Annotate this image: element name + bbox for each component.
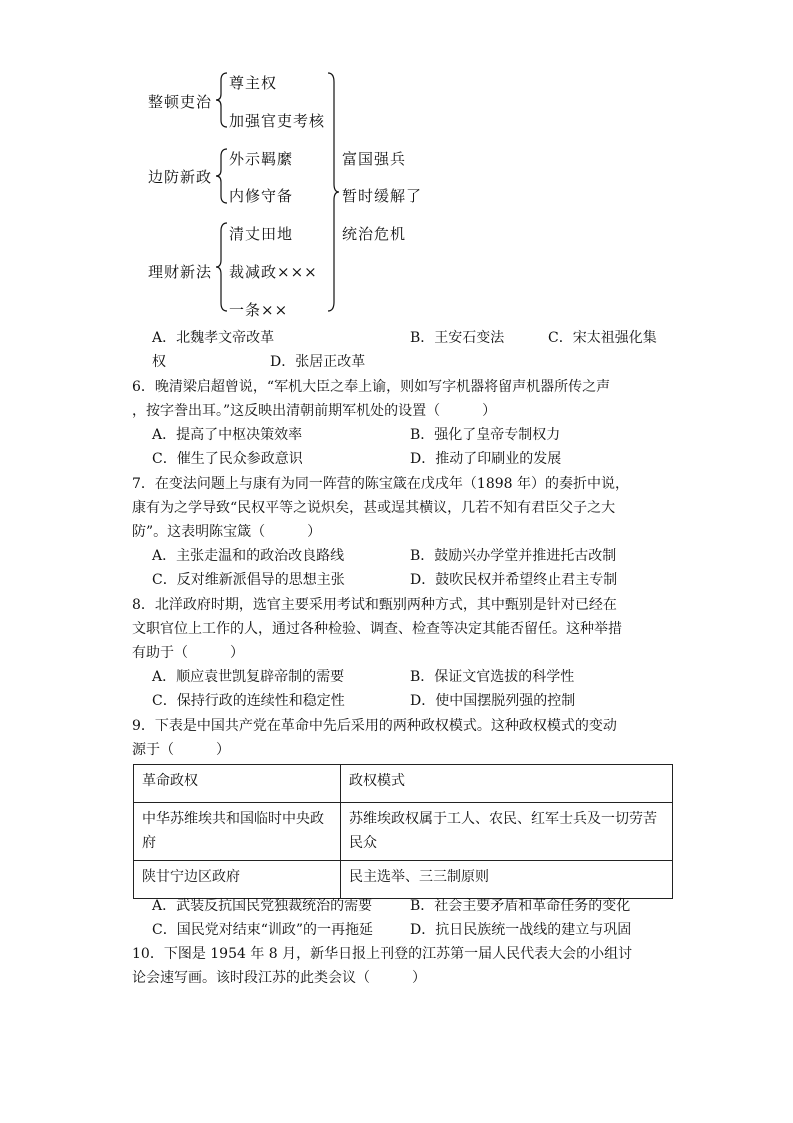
q9-option-c[interactable]: C．国民党对结束“训政”的一再拖延 — [152, 922, 374, 938]
q6-option-d[interactable]: D．推动了印刷业的发展 — [410, 451, 562, 467]
q9-option-d[interactable]: D．抗日民族统一战线的建立与巩固 — [410, 922, 632, 938]
table-header-row — [134, 765, 673, 803]
q10-stem-line-1: 10．下图是 1954 年 8 月，新华日报上刊登的江苏第一届人民代表大会的小组讨 — [132, 946, 633, 962]
q5-option-c[interactable]: C．宋太祖强化集 — [548, 330, 657, 346]
q8-stem-line-3: 有助于（ ） — [132, 645, 244, 661]
q7-stem-line-1: 7．在变法问题上与康有为同一阵营的陈宝箴在戊戌年（1898 年）的奏折中说， — [132, 476, 629, 492]
table-row — [134, 803, 673, 861]
q6-stem-line-1: 6．晚清梁启超曾说，“军机大臣之奉上谕，则如写字机器将留声机器所传之声 — [132, 379, 611, 395]
group1-item-1: 尊主权 — [229, 74, 278, 92]
q6-stem-line-2: ，按字誊出耳。”这反映出清朝前期军机处的设置（ ） — [132, 403, 497, 419]
result-line-2: 暂时缓解了 — [342, 187, 423, 205]
table-cell: 中华苏维埃共和国临时中央政府 — [134, 803, 341, 861]
q8-stem-line-2: 文职官位上工作的人，通过各种检验、调查、检查等决定其能否留任。这种举措 — [132, 621, 622, 637]
q6-option-c[interactable]: C．催生了民众参政意识 — [152, 451, 303, 467]
q9-option-b[interactable]: B．社会主要矛盾和革命任务的变化 — [410, 898, 631, 914]
q8-option-c[interactable]: C．保持行政的连续性和稳定性 — [152, 693, 345, 709]
table-row — [134, 861, 673, 899]
regime-table — [133, 764, 673, 899]
q5-option-b[interactable]: B．王安石变法 — [410, 330, 505, 346]
q7-stem-line-2: 康有为之学导致“民权平等之说炽矣，甚或逞其横议，几若不知有君臣父子之大 — [132, 500, 616, 516]
q7-option-a[interactable]: A．主张走温和的政治改良路线 — [152, 548, 345, 564]
table-cell: 陕甘宁边区政府 — [134, 861, 341, 899]
q8-option-a[interactable]: A．顺应袁世凯复辟帝制的需要 — [152, 669, 345, 685]
group3-label: 理财新法 — [148, 263, 213, 281]
left-brace-icon — [215, 222, 229, 312]
group3-item-1: 清丈田地 — [229, 225, 294, 243]
q7-option-c[interactable]: C．反对维新派倡导的思想主张 — [152, 572, 345, 588]
left-brace-icon — [215, 72, 229, 128]
q7-stem-line-3: 防”。这表明陈宝箴（ ） — [132, 524, 322, 540]
q7-option-d[interactable]: D．鼓吹民权并希望终止君主专制 — [410, 572, 618, 588]
q7-option-b[interactable]: B．鼓励兴办学堂并推进托古改制 — [410, 548, 617, 564]
right-brace-icon — [326, 72, 340, 312]
group1-label: 整顿吏治 — [148, 93, 213, 111]
q9-stem-line-2: 源于（ ） — [132, 742, 230, 758]
table-header-cell: 革命政权 — [134, 765, 341, 803]
table-cell: 苏维埃政权属于工人、农民、红军士兵及一切劳苦民众 — [341, 803, 673, 861]
q6-option-b[interactable]: B．强化了皇帝专制权力 — [410, 427, 561, 443]
q8-option-d[interactable]: D．使中国摆脱列强的控制 — [410, 693, 576, 709]
group2-item-2: 内修守备 — [229, 187, 294, 205]
q9-option-a[interactable]: A．武装反抗国民党独裁统治的需要 — [152, 898, 373, 914]
q5-option-c-continued: 权 — [152, 354, 166, 370]
group3-item-2: 裁减政××× — [229, 263, 318, 281]
result-line-3: 统治危机 — [342, 225, 407, 243]
q9-stem-line-1: 9．下表是中国共产党在革命中先后采用的两种政权模式。这种政权模式的变动 — [132, 718, 617, 734]
q8-stem-line-1: 8．北洋政府时期，选官主要采用考试和甄别两种方式，其中甄别是针对已经在 — [132, 597, 617, 613]
left-brace-icon — [215, 148, 229, 204]
group2-item-1: 外示羁縻 — [229, 150, 294, 168]
q6-option-a[interactable]: A．提高了中枢决策效率 — [152, 427, 303, 443]
group2-label: 边防新政 — [148, 168, 213, 186]
q10-stem-line-2: 论会速写画。该时段江苏的此类会议（ ） — [132, 970, 426, 986]
result-line-1: 富国强兵 — [342, 150, 407, 168]
table-header-cell: 政权模式 — [341, 765, 673, 803]
group3-item-3: 一条×× — [229, 301, 289, 319]
table-cell: 民主选举、三三制原则 — [341, 861, 673, 899]
q5-option-d[interactable]: D．张居正改革 — [270, 354, 366, 370]
q5-option-a[interactable]: A．北魏孝文帝改革 — [152, 330, 275, 346]
q8-option-b[interactable]: B．保证文官选拔的科学性 — [410, 669, 575, 685]
group1-item-2: 加强官吏考核 — [229, 112, 326, 130]
